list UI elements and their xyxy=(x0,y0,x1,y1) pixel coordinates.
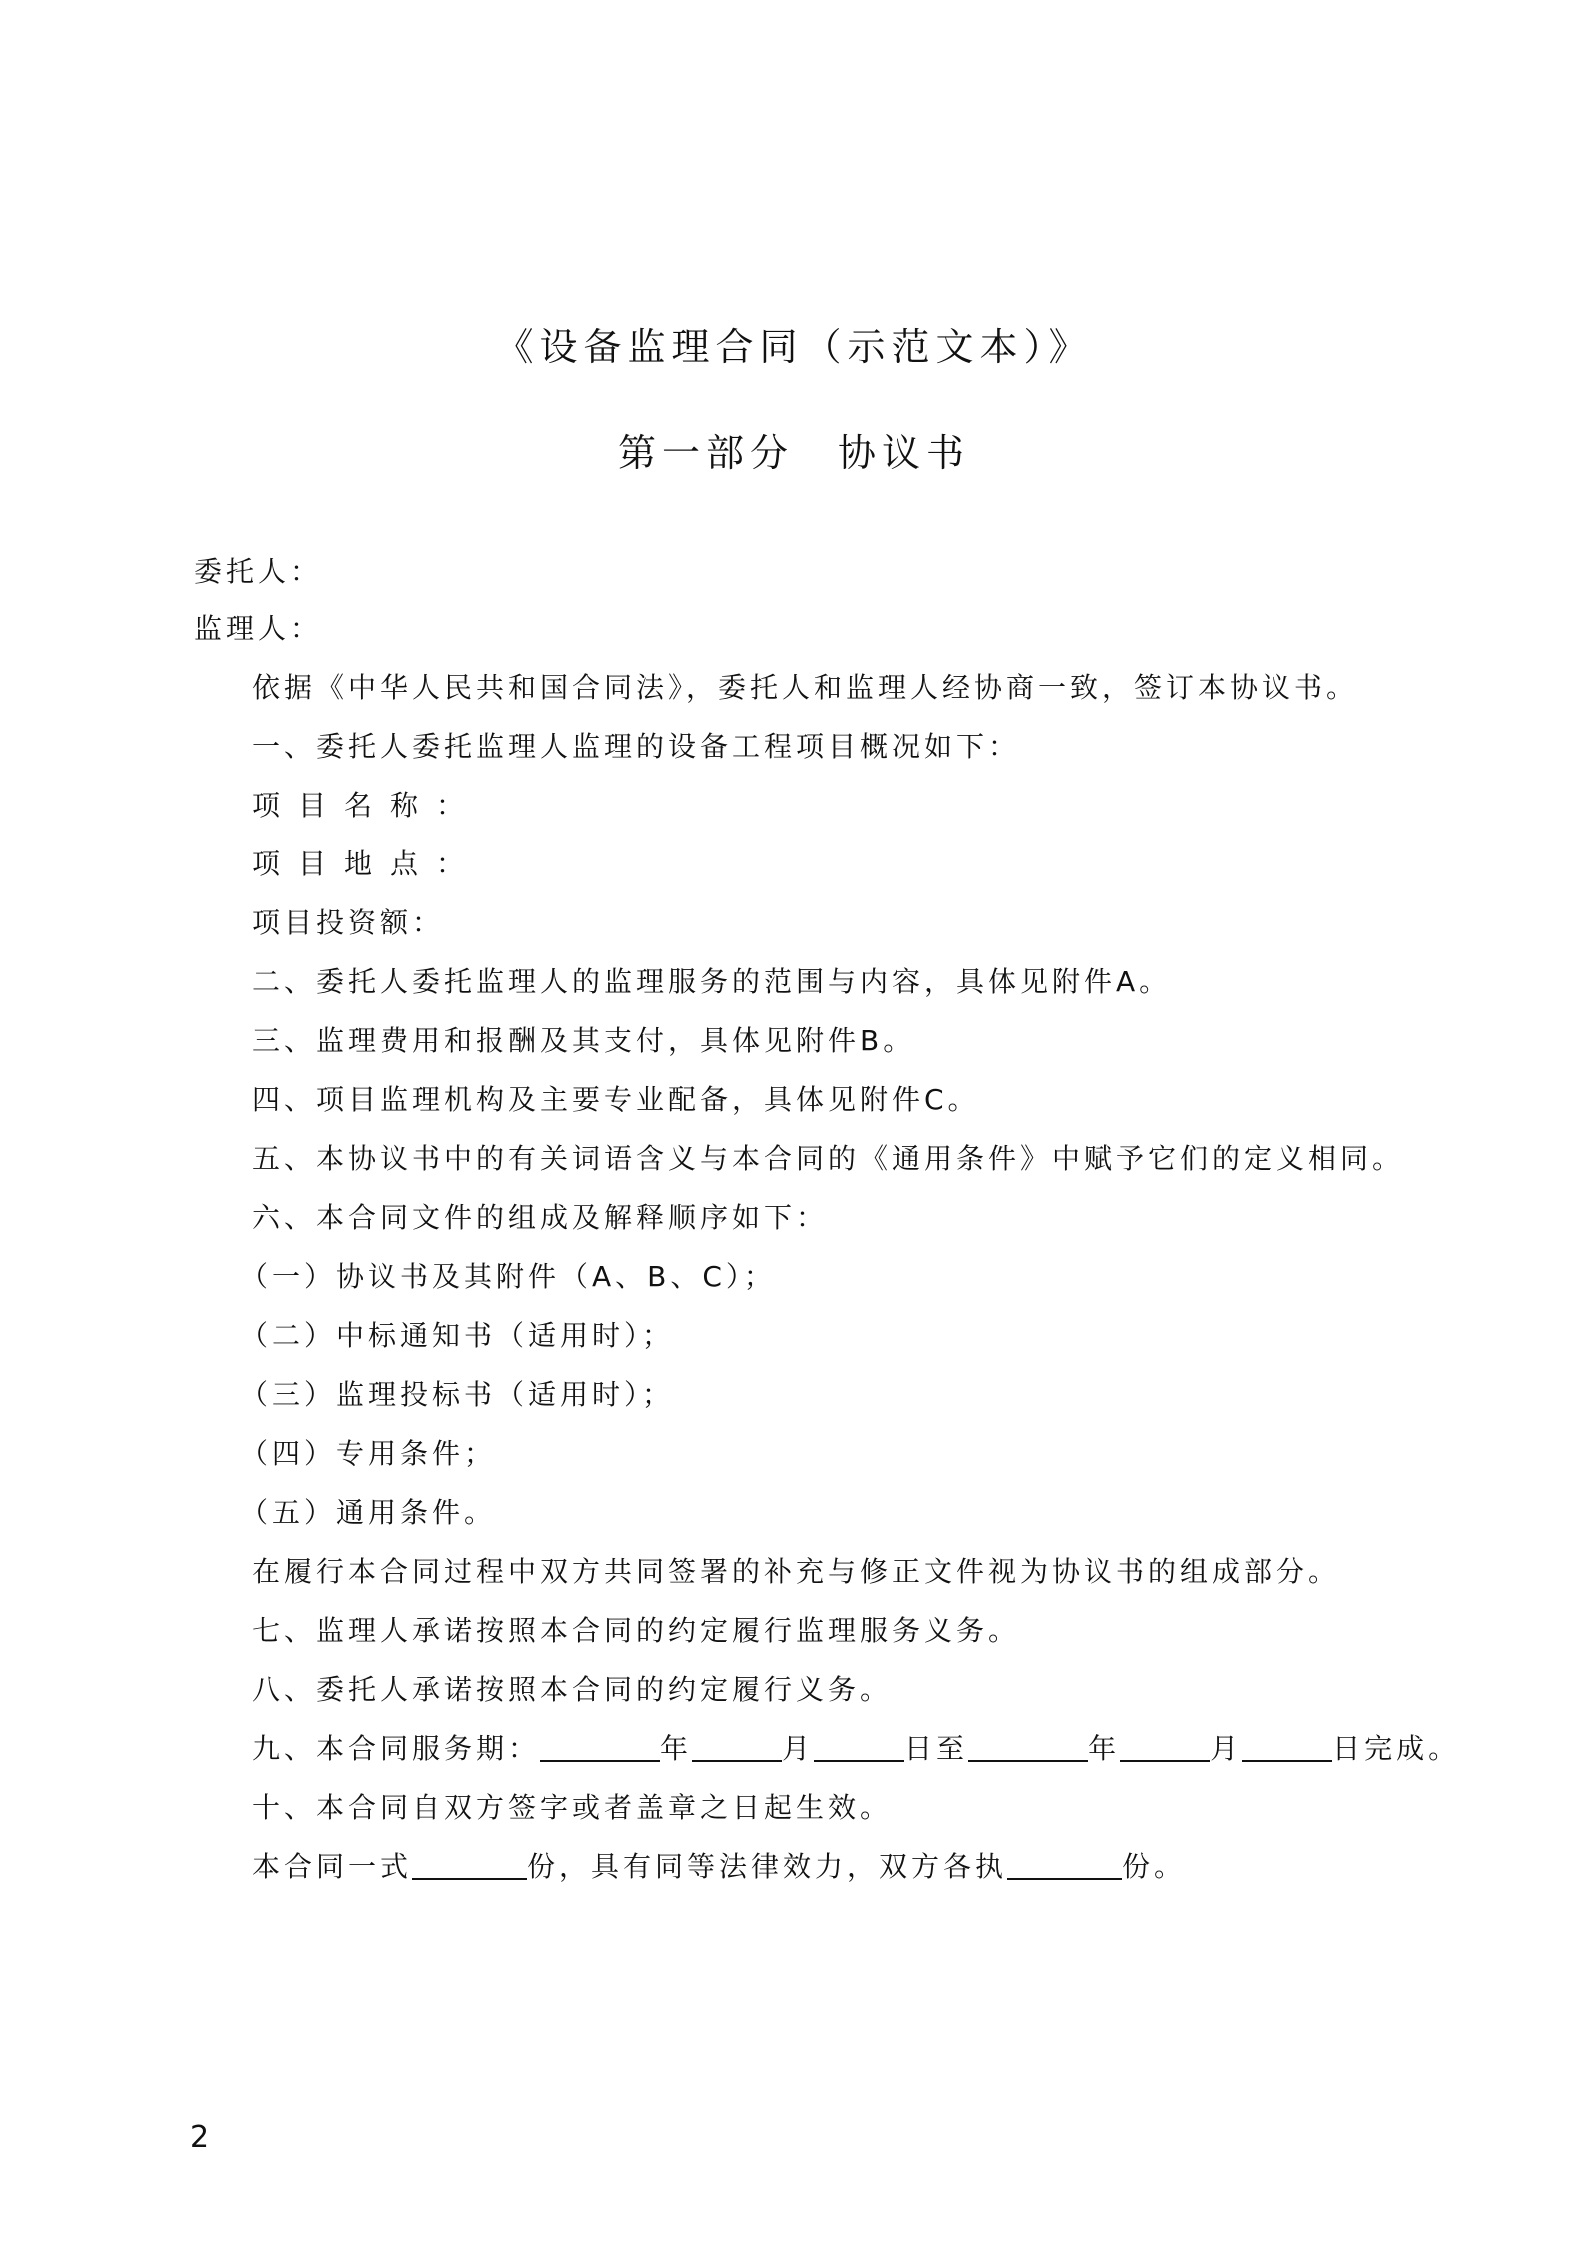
preamble: 依据《中华人民共和国合同法》，委托人和监理人经协商一致，签订本协议书。 xyxy=(252,671,1359,704)
copies-middle: 份，具有同等法律效力，双方各执 xyxy=(527,1850,1008,1883)
supplement-clause: 在履行本合同过程中双方共同签署的补充与修正文件视为协议书的组成部分。 xyxy=(252,1555,1341,1588)
document-list-item-1: （一）协议书及其附件（A、B、C）； xyxy=(240,1260,776,1293)
end-month-blank[interactable] xyxy=(1120,1730,1210,1762)
clause-1: 一、委托人委托监理人监理的设备工程项目概况如下： xyxy=(252,730,1021,763)
document-title: 《设备监理合同（示范文本）》 xyxy=(495,325,1093,369)
clause-4: 四、项目监理机构及主要专业配备，具体见附件C。 xyxy=(252,1083,980,1116)
document-list-item-3: （三）监理投标书（适用时）； xyxy=(240,1378,675,1411)
document-list-item-2: （二）中标通知书（适用时）； xyxy=(240,1319,675,1352)
start-month-blank[interactable] xyxy=(692,1730,782,1762)
document-list-item-5: （五）通用条件。 xyxy=(240,1496,497,1529)
project-investment-label: 项目投资额： xyxy=(252,906,445,939)
clause-7: 七、监理人承诺按照本合同的约定履行监理服务义务。 xyxy=(252,1614,1021,1647)
page-number: 2 xyxy=(190,2120,210,2155)
end-year-blank[interactable] xyxy=(968,1730,1088,1762)
copies-prefix: 本合同一式 xyxy=(252,1850,413,1883)
start-day-blank[interactable] xyxy=(814,1730,904,1762)
clause-2: 二、委托人委托监理人的监理服务的范围与内容，具体见附件A。 xyxy=(252,965,1172,998)
copies-clause xyxy=(252,1847,1186,1887)
document-list-item-4: （四）专用条件； xyxy=(240,1437,497,1470)
clause-10: 十、本合同自双方签字或者盖章之日起生效。 xyxy=(252,1791,893,1824)
end-year-label: 年 xyxy=(1088,1732,1121,1765)
document-subtitle: 第一部分 协议书 xyxy=(617,431,970,475)
copies-suffix: 份。 xyxy=(1122,1850,1187,1883)
end-day-blank[interactable] xyxy=(1242,1730,1332,1762)
clause-9-prefix: 九、本合同服务期： xyxy=(252,1732,541,1765)
clause-6: 六、本合同文件的组成及解释顺序如下： xyxy=(252,1201,829,1234)
clause-3: 三、监理费用和报酬及其支付，具体见附件B。 xyxy=(252,1024,916,1057)
start-year-blank[interactable] xyxy=(540,1730,660,1762)
project-location-label: 项目地点： xyxy=(252,847,483,880)
start-month-label: 月 xyxy=(782,1732,815,1765)
start-day-label: 日至 xyxy=(904,1732,969,1765)
supervisor-label: 监理人： xyxy=(194,612,323,645)
clause-8: 八、委托人承诺按照本合同的约定履行义务。 xyxy=(252,1673,893,1706)
clause-9-service-period xyxy=(252,1729,1460,1769)
client-label: 委托人： xyxy=(194,555,323,588)
each-party-copies-blank[interactable] xyxy=(1007,1848,1122,1880)
end-month-label: 月 xyxy=(1210,1732,1243,1765)
end-day-label: 日完成。 xyxy=(1332,1732,1461,1765)
total-copies-blank[interactable] xyxy=(412,1848,527,1880)
start-year-label: 年 xyxy=(660,1732,693,1765)
project-name-label: 项目名称： xyxy=(252,789,483,822)
clause-5: 五、本协议书中的有关词语含义与本合同的《通用条件》中赋予它们的定义相同。 xyxy=(252,1142,1405,1175)
